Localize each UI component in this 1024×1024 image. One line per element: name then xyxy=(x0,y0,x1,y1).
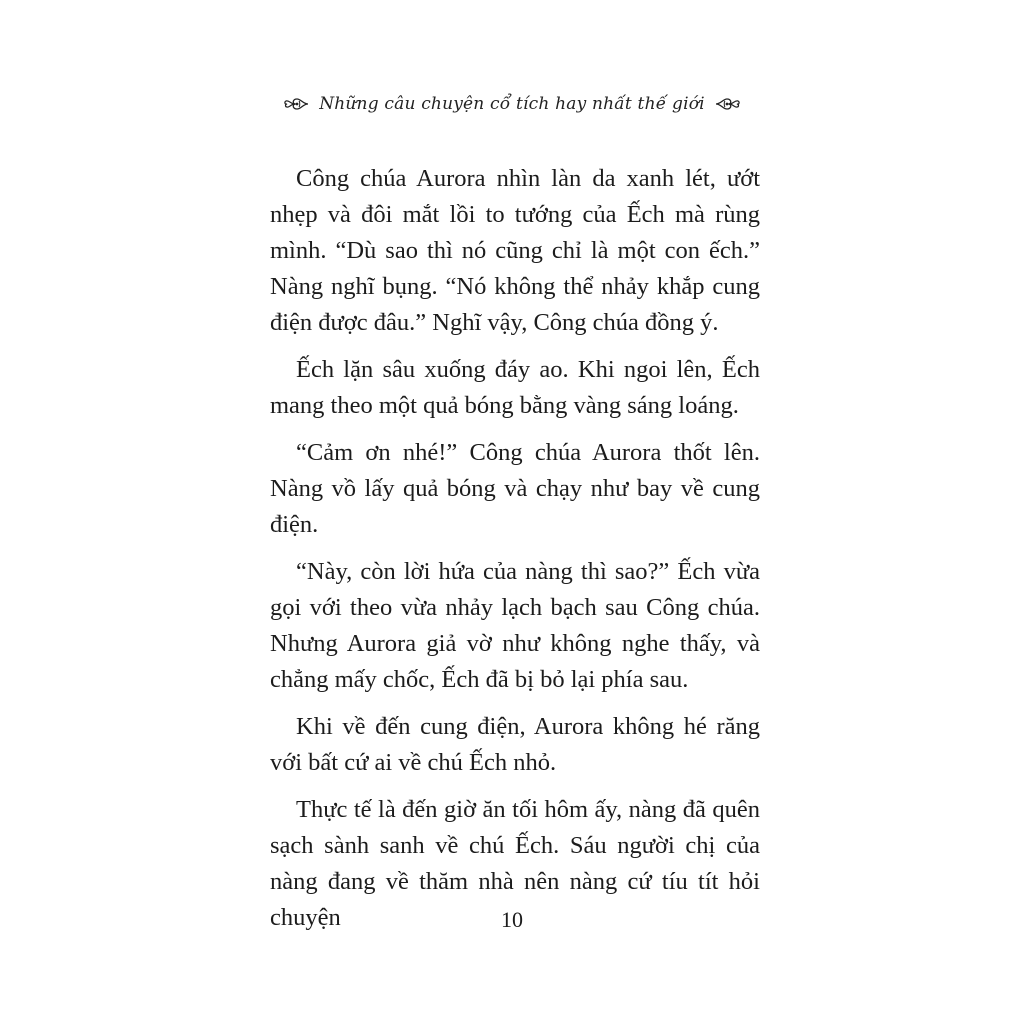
book-series-title: Những câu chuyện cổ tích hay nhất thế giới xyxy=(319,94,705,114)
flourish-left-icon xyxy=(283,95,309,113)
paragraph-2: Ếch lặn sâu xuống đáy ao. Khi ngoi lên, Ếch mang theo một quả bóng bằng vàng sáng loáng. xyxy=(270,356,760,419)
paragraph-4: “Này, còn lời hứa của nàng thì sao?” Ếch vừa gọi với theo vừa nhảy lạch bạch sau Công chúa. Nhưng Aurora giả vờ như không nghe thấy, và chẳng mấy chốc, Ếch đã bị bỏ lại phía sau. xyxy=(270,558,760,693)
paragraph-6: Thực tế là đến giờ ăn tối hôm ấy, nàng đã quên sạch sành sanh về chú Ếch. Sáu người chị của nàng đang về thăm nhà nên nàng cứ tíu tít hỏi chuyện xyxy=(270,796,760,931)
running-header xyxy=(0,88,1024,120)
flourish-right-icon xyxy=(715,95,741,113)
paragraph-3: “Cảm ơn nhé!” Công chúa Aurora thốt lên. Nàng vồ lấy quả bóng và chạy như bay về cung điện. xyxy=(270,439,760,538)
paragraph-5: Khi về đến cung điện, Aurora không hé răng với bất cứ ai về chú Ếch nhỏ. xyxy=(270,713,760,776)
story-text xyxy=(270,161,760,947)
page-number: 10 xyxy=(501,907,523,932)
paragraph-1: Công chúa Aurora nhìn làn da xanh lét, ướt nhẹp và đôi mắt lồi to tướng của Ếch mà rùng mình. “Dù sao thì nó cũng chỉ là một con ếch.” Nàng nghĩ bụng. “Nó không thể nhảy khắp cung điện được đâu.” Nghĩ vậy, Công chúa đồng ý. xyxy=(270,165,760,336)
